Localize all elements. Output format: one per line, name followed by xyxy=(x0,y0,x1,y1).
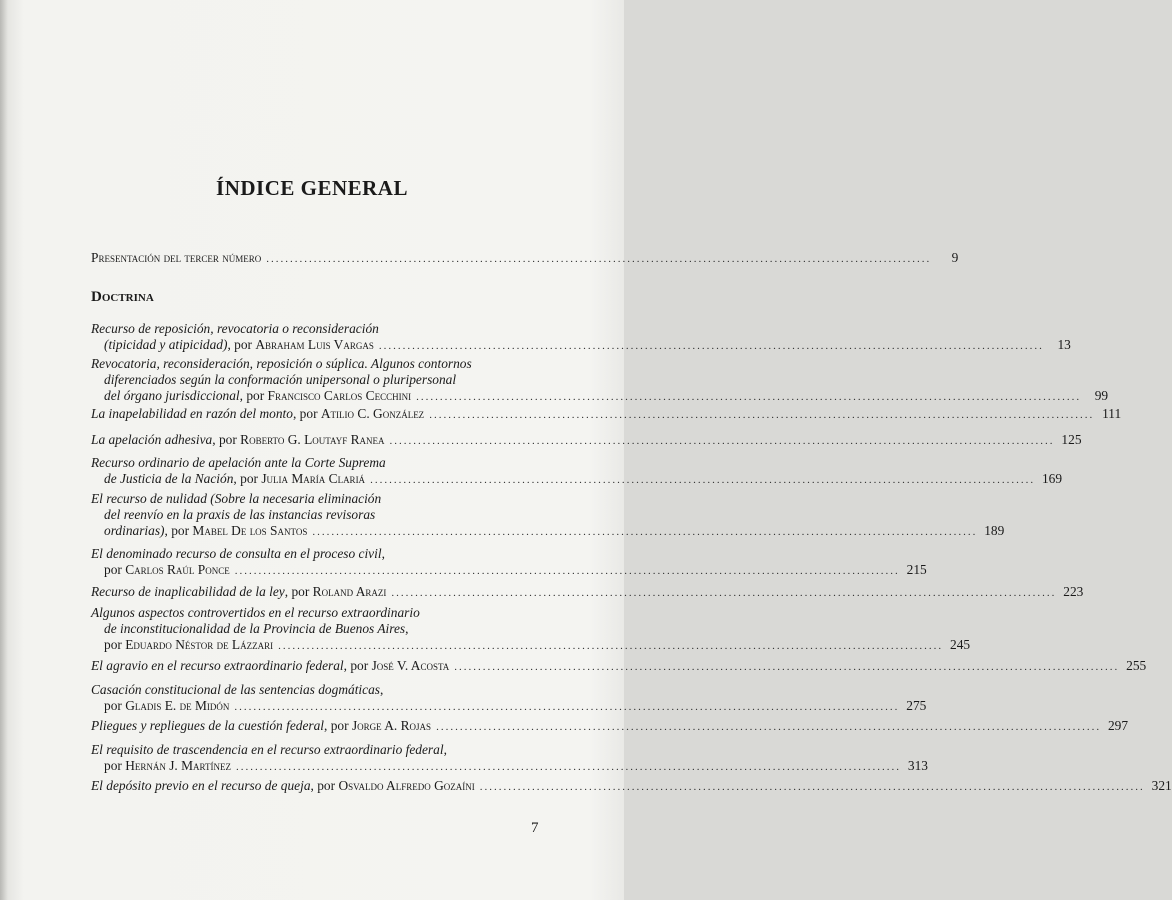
by-connector: por xyxy=(104,698,126,713)
entry-title: Presentación del tercer número xyxy=(91,250,262,265)
entry-title-line: Recurso de reposición, revocatoria o reconsideración xyxy=(91,321,379,336)
entry-author: Osvaldo Alfredo Gozaíni xyxy=(338,778,475,793)
entry-author: Carlos Raúl Ponce xyxy=(125,562,230,577)
entry-title-line: de inconstitucionalidad de la Provincia de Buenos Aires xyxy=(104,621,406,636)
by-connector: , por xyxy=(233,471,262,486)
entry-author: José V. Acosta xyxy=(371,658,450,673)
toc-entry[interactable] xyxy=(91,321,1071,354)
entry-title-line: La inapelabilidad en razón del monto xyxy=(91,406,293,421)
page-number: 321 xyxy=(1151,778,1172,793)
by-connector: , por xyxy=(324,718,352,733)
entry-author: Eduardo Néstor de Lázzari xyxy=(125,637,274,652)
entry-title-line: El depósito previo en el recurso de queja xyxy=(91,778,311,793)
toc-entry[interactable]: El requisito de trascendencia en el recurso extraordinario federal , por Hernán J. Martínez ............................................................................................................................................ 313 xyxy=(91,742,928,773)
entry-title-line: Casación constitucional de las sentencias dogmáticas xyxy=(91,682,380,697)
entry-author: Mabel De los Santos xyxy=(192,523,308,538)
entry-author: Gladis E. de Midón xyxy=(125,698,230,713)
entry-author: Atilio C. González xyxy=(320,406,425,421)
entry-author: Roberto G. Loutayf Ranea xyxy=(240,432,385,447)
entry-title-line: diferenciados según la conformación unipersonal o pluripersonal xyxy=(104,372,457,387)
leader-dots: ............................................................................................................................................ xyxy=(429,409,1095,421)
page-number: 245 xyxy=(950,637,971,652)
by-connector: , por xyxy=(227,337,256,352)
entry-title-line: Algunos aspectos controvertidos en el recurso extraordinario xyxy=(91,605,420,620)
entry-title-line: Recurso ordinario de apelación ante la Corte Suprema xyxy=(91,455,386,470)
by-connector: , por xyxy=(164,523,193,538)
toc-entry[interactable] xyxy=(91,491,1005,540)
entry-title-line: Pliegues y repliegues de la cuestión federal xyxy=(91,718,325,733)
toc-entry[interactable] xyxy=(91,718,1129,735)
page-title: ÍNDICE GENERAL xyxy=(216,176,408,200)
leader-dots: ............................................................................................................................................ xyxy=(454,661,1120,673)
by-connector: por xyxy=(104,758,126,773)
leader-dots: ............................................................................................................................................ xyxy=(416,391,1082,403)
by-connector: , por xyxy=(343,658,372,673)
entry-author: Julia María Clariá xyxy=(261,471,366,486)
leader-dots: ............................................................................................................................................ xyxy=(391,587,1057,599)
by-connector: por xyxy=(104,562,126,577)
toc-entry[interactable] xyxy=(91,778,1172,795)
toc-entry-presentation[interactable] xyxy=(91,250,959,267)
toc-entry[interactable] xyxy=(91,584,1084,601)
page-number: 313 xyxy=(907,758,928,773)
page-number: 275 xyxy=(906,698,927,713)
entry-author: Roland Arazi xyxy=(312,584,387,599)
toc-entry[interactable] xyxy=(91,432,1082,449)
by-connector: , por xyxy=(239,388,268,403)
page-number: 223 xyxy=(1063,584,1084,599)
page-number: 189 xyxy=(984,523,1005,538)
leader-dots: ............................................................................................................................................ xyxy=(234,565,900,577)
entry-title-line: ordinarias) xyxy=(104,523,165,538)
leader-dots: ............................................................................................................................................ xyxy=(266,253,932,265)
entry-title-line: Recurso de inaplicabilidad de la ley xyxy=(91,584,285,599)
entry-author: Abraham Luis Vargas xyxy=(255,337,374,352)
toc-entry[interactable]: Casación constitucional de las sentencias dogmáticas , por Gladis E. de Midón ............................................................................................................................................ 275 xyxy=(91,682,927,713)
page-number: 169 xyxy=(1041,471,1063,486)
by-connector: , por xyxy=(310,778,339,793)
leader-dots: ............................................................................................................................................ xyxy=(278,640,944,652)
entry-title-line: El recurso de nulidad (Sobre la necesaria eliminación xyxy=(91,491,382,506)
entry-author: Hernán J. Martínez xyxy=(125,758,231,773)
page-number: 9 xyxy=(951,250,959,265)
toc-entry[interactable] xyxy=(91,455,1063,488)
section-heading: Doctrina xyxy=(91,289,154,305)
entry-title-line: El agravio en el recurso extraordinario federal xyxy=(91,658,344,673)
by-connector: , por xyxy=(212,432,241,447)
leader-dots: ............................................................................................................................................ xyxy=(436,721,1102,733)
leader-dots: ............................................................................................................................................ xyxy=(235,761,901,773)
entry-title-line: El requisito de trascendencia en el recurso extraordinario federal xyxy=(91,742,444,757)
leader-dots: ............................................................................................................................................ xyxy=(234,701,900,713)
folio-number: 7 xyxy=(531,820,539,836)
page-number: 13 xyxy=(1057,337,1071,352)
leader-dots: ............................................................................................................................................ xyxy=(378,340,1044,352)
toc-entry[interactable] xyxy=(91,658,1147,675)
page-number: 99 xyxy=(1094,388,1109,403)
by-connector: , por xyxy=(284,584,313,599)
entry-title-line: del órgano jurisdiccional xyxy=(104,388,240,403)
leader-dots: ............................................................................................................................................ xyxy=(370,474,1036,486)
entry-title-line: El denominado recurso de consulta en el proceso civil xyxy=(91,546,382,561)
toc-entry[interactable]: El denominado recurso de consulta en el proceso civil , por Carlos Raúl Ponce ............................................................................................................................................ 215 xyxy=(91,546,927,577)
leader-dots: ............................................................................................................................................ xyxy=(312,526,978,538)
leader-dots: ............................................................................................................................................ xyxy=(389,435,1055,447)
entry-title-line: de Justicia de la Nación xyxy=(104,471,234,486)
entry-title-line: La apelación adhesiva xyxy=(91,432,213,447)
toc-entry[interactable] xyxy=(91,356,1109,405)
page-number: 255 xyxy=(1126,658,1147,673)
page-number: 297 xyxy=(1107,718,1129,733)
entry-title-line: Revocatoria, reconsideración, reposición o súplica. Algunos contornos xyxy=(91,356,472,371)
page-number: 111 xyxy=(1102,406,1122,421)
leader-dots: ............................................................................................................................................ xyxy=(479,781,1145,793)
entry-title-line: (tipicidad y atipicidad) xyxy=(104,337,228,352)
entry-author: Francisco Carlos Cecchini xyxy=(267,388,412,403)
page-number: 125 xyxy=(1061,432,1082,447)
by-connector: por xyxy=(104,637,126,652)
entry-title-line: del reenvío en la praxis de las instancias revisoras xyxy=(104,507,376,522)
toc-entry[interactable] xyxy=(91,406,1122,423)
toc-entry[interactable]: Algunos aspectos controvertidos en el recurso extraordinario de inconstitucionalidad de la Provincia de Buenos Aires , por Eduardo Néstor de Lázzari ............................................................................................................................................ 245 xyxy=(91,605,971,652)
page-number: 215 xyxy=(906,562,927,577)
entry-author: Jorge A. Rojas xyxy=(351,718,432,733)
by-connector: , por xyxy=(292,406,321,421)
